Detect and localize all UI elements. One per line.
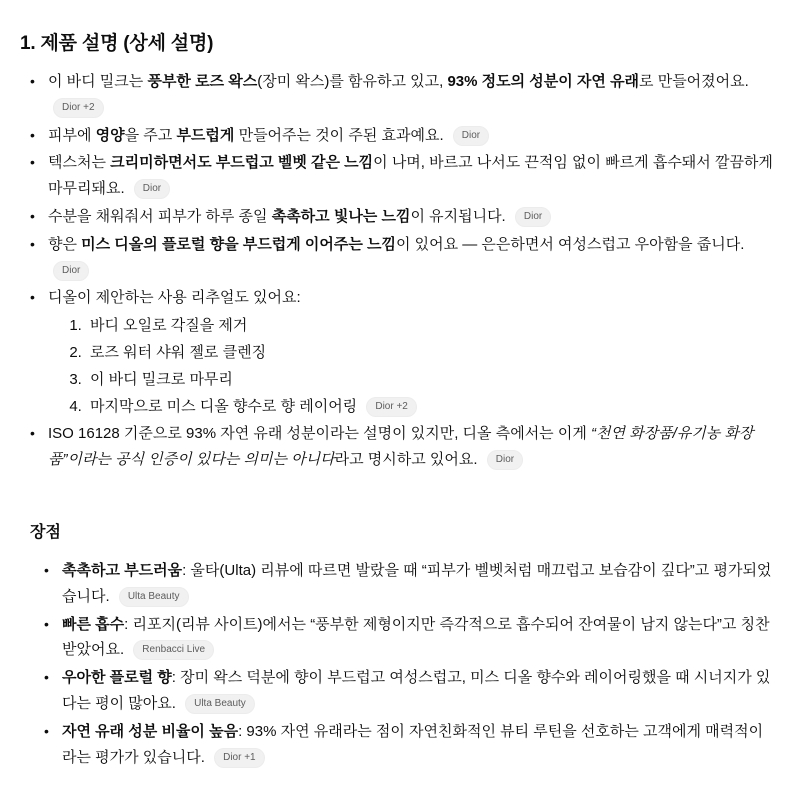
ritual-step-item — [86, 367, 774, 393]
text-segment: “천연 화장품/유기농 화장품”이라는 공식 인증이 있다는 의미는 아니다 — [48, 425, 754, 469]
text-segment: : 울타(Ulta) 리뷰에 따르면 발랐을 때 “피부가 벨벳처럼 매끄럽고 보습감이 깊다”고 평가되었습니다. — [62, 561, 772, 605]
text-segment: 미스 디올의 플로럴 향을 부드럽게 이어주는 느낌 — [81, 235, 396, 253]
text-segment: 풍부한 로즈 왁스 — [147, 73, 258, 90]
citation-badge[interactable]: Dior — [453, 126, 489, 146]
citation-badge[interactable]: Dior — [134, 179, 170, 199]
text-segment: 이 나며, 바르고 나서도 끈적임 없이 빠르게 흡수돼서 깔끔하게 마무리돼요. — [48, 154, 773, 198]
text-segment: 이 있어요 — 은은하면서 여성스럽고 우아함을 줍니다. — [395, 235, 745, 253]
advantages-list — [30, 558, 774, 770]
bullet-item — [42, 612, 774, 664]
advantages-section — [30, 519, 774, 770]
ritual-step-item — [86, 394, 774, 420]
citation-badge[interactable]: Dior +2 — [366, 397, 417, 417]
bullet-item — [28, 204, 774, 230]
citation-badge[interactable]: Ulta Beauty — [185, 694, 255, 714]
bullet-item — [42, 558, 774, 610]
text-segment: 로 만들어졌어요. — [639, 73, 749, 90]
text-segment: ISO 16128 기준으로 93% 자연 유래 성분이라는 설명이 있지만, 디올 측에서는 이게 — [48, 425, 591, 443]
ritual-step-item — [86, 340, 774, 366]
text-segment: 이 바디 밀크로 마무리 — [90, 370, 233, 388]
text-segment: : 93% 자연 유래라는 점이 자연친화적인 뷰티 루틴을 선호하는 고객에게 매력적이라는 평가가 있습니다. — [62, 722, 764, 766]
text-segment: 피부에 — [48, 126, 96, 144]
text-segment: 빠른 흡수 — [62, 615, 125, 633]
text-segment: 촉촉하고 부드러움 — [62, 561, 183, 579]
text-segment: 만들어주는 것이 주된 효과예요. — [234, 126, 448, 144]
text-segment: 영양 — [95, 126, 125, 144]
product-description-list — [20, 69, 774, 473]
bullet-item — [28, 285, 774, 419]
text-segment: 촉촉하고 빛나는 느낌 — [271, 207, 411, 225]
bullet-item — [28, 421, 774, 473]
text-segment: (장미 왁스)를 함유하고 있고, — [257, 73, 448, 90]
ritual-steps-list — [48, 313, 774, 419]
text-segment: 바디 오일로 각질을 제거 — [90, 317, 248, 335]
text-segment: 93% 정도의 성분이 자연 유래 — [447, 73, 640, 90]
text-segment: 이 바디 밀크는 — [48, 73, 148, 90]
text-segment: : 장미 왁스 덕분에 향이 부드럽고 여성스럽고, 미스 디올 향수와 레이어링했을 때 시너지가 있다는 평이 많아요. — [62, 669, 771, 712]
text-segment: 라고 명시하고 있어요. — [334, 451, 482, 469]
bullet-item — [28, 69, 774, 121]
citation-badge[interactable]: Dior +1 — [214, 748, 265, 768]
bullet-item — [42, 665, 774, 717]
text-segment: 우아한 플로럴 향 — [62, 669, 172, 687]
text-segment: 로즈 워터 샤워 젤로 클렌징 — [90, 343, 267, 361]
text-segment: 부드럽게 — [176, 126, 235, 144]
citation-badge[interactable]: Dior +2 — [53, 98, 104, 118]
product-description-heading: 1. 제품 설명 (상세 설명) — [20, 33, 214, 54]
text-segment: 크리미하면서도 부드럽고 벨벳 같은 느낌 — [110, 154, 374, 172]
advantages-heading: 장점 — [30, 523, 61, 541]
bullet-item — [28, 150, 774, 202]
text-segment: 향은 — [48, 235, 82, 253]
bullet-item — [42, 719, 774, 771]
text-segment: 을 주고 — [124, 126, 177, 144]
bullet-item — [28, 123, 774, 149]
citation-badge[interactable]: Renbacci Live — [133, 640, 214, 660]
citation-badge[interactable]: Dior — [515, 207, 551, 227]
text-segment: 디올이 제안하는 사용 리추얼도 있어요: — [48, 289, 301, 307]
citation-badge[interactable]: Dior — [487, 450, 523, 470]
text-segment: 이 유지됩니다. — [410, 207, 510, 225]
text-segment: 수분을 채워줘서 피부가 하루 종일 — [48, 207, 272, 225]
text-segment: : 리포지(리뷰 사이트)에서는 “풍부한 제형이지만 즉각적으로 흡수되어 잔여물이 남지 않는다”고 칭찬받았어요. — [62, 615, 770, 659]
ritual-step-item — [86, 313, 774, 339]
citation-badge[interactable]: Ulta Beauty — [119, 587, 189, 607]
text-segment: 자연 유래 성분 비율이 높음 — [62, 722, 239, 740]
text-segment: 텍스처는 — [48, 154, 111, 172]
citation-badge[interactable]: Dior — [53, 261, 89, 281]
bullet-item — [28, 232, 774, 284]
text-segment: 마지막으로 미스 디올 향수로 향 레이어링 — [90, 397, 362, 415]
